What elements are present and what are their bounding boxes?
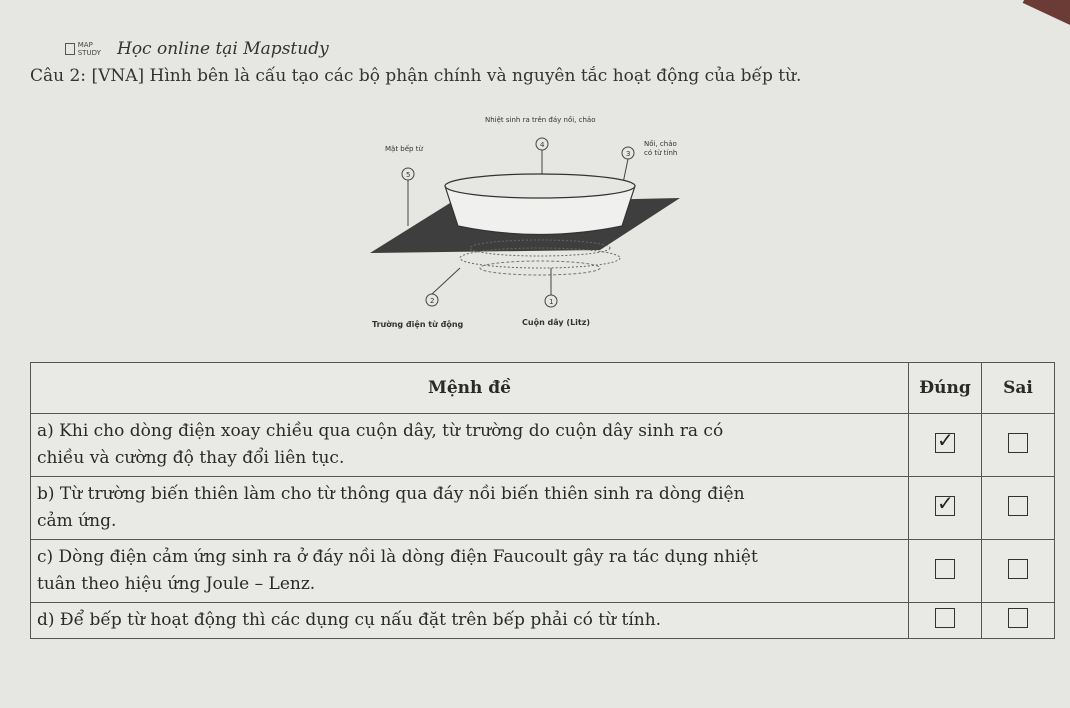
caption-coil: Cuộn dây (Litz) xyxy=(522,318,591,327)
svg-text:4: 4 xyxy=(540,141,545,149)
label-pot: Nồi, chảo xyxy=(644,140,677,148)
site-title: Học online tại Mapstudy xyxy=(117,39,329,59)
header-false: Sai xyxy=(982,363,1055,414)
checkbox-d-false[interactable] xyxy=(1008,608,1028,628)
header xyxy=(65,38,329,60)
statement-b xyxy=(31,477,909,540)
table-header-row xyxy=(31,363,1055,414)
table-row xyxy=(31,477,1055,540)
question-text: Câu 2: [VNA] Hình bên là cấu tạo các bộ phận chính và nguyên tắc hoạt động của bếp từ. xyxy=(30,66,802,86)
callout-5 xyxy=(402,168,414,226)
statement-c-line1: c) Dòng điện cảm ứng sinh ra ở đáy nồi là dòng điện Faucoult gây ra tác dụng nhiệt xyxy=(37,547,758,567)
callout-2 xyxy=(426,268,460,306)
statement-c-line2: tuân theo hiệu ứng Joule – Lenz. xyxy=(37,574,316,594)
logo-text: MAP STUDY xyxy=(77,41,101,57)
table-row xyxy=(31,540,1055,603)
label-heat: Nhiệt sinh ra trên đáy nồi, chảo xyxy=(485,116,596,124)
checkbox-a-true[interactable] xyxy=(935,433,955,453)
statement-a-line1: a) Khi cho dòng điện xoay chiều qua cuộn dây, từ trường do cuộn dây sinh ra có xyxy=(37,421,724,441)
corner-decoration xyxy=(1023,0,1070,32)
label-pot2: có từ tính xyxy=(644,149,678,157)
table-row xyxy=(31,603,1055,639)
checkbox-c-false[interactable] xyxy=(1008,559,1028,579)
caption-field: Trường điện từ động xyxy=(372,320,464,329)
checkbox-b-false[interactable] xyxy=(1008,496,1028,516)
checkbox-c-true[interactable] xyxy=(935,559,955,579)
svg-text:2: 2 xyxy=(430,297,435,305)
checkbox-b-true[interactable] xyxy=(935,496,955,516)
svg-text:3: 3 xyxy=(626,150,631,158)
table-row xyxy=(31,414,1055,477)
statement-a-line2: chiều và cường độ thay đổi liên tục. xyxy=(37,448,345,468)
statement-b-line1: b) Từ trường biến thiên làm cho từ thông qua đáy nồi biến thiên sinh ra dòng điện xyxy=(37,484,745,504)
statement-d: d) Để bếp từ hoạt động thì các dụng cụ nấu đặt trên bếp phải có từ tính. xyxy=(31,603,909,639)
logo-icon xyxy=(65,43,75,55)
statement-b-line2: cảm ứng. xyxy=(37,511,117,531)
checkbox-d-true[interactable] xyxy=(935,608,955,628)
statement-a xyxy=(31,414,909,477)
statement-table xyxy=(30,362,1055,639)
mapstudy-logo xyxy=(65,38,109,60)
pot-rim xyxy=(445,174,635,198)
header-true: Đúng xyxy=(909,363,982,414)
induction-cooker-diagram xyxy=(360,108,700,340)
checkbox-a-false[interactable] xyxy=(1008,433,1028,453)
callout-1 xyxy=(545,268,557,307)
svg-text:1: 1 xyxy=(549,298,554,306)
statement-c xyxy=(31,540,909,603)
header-statement: Mệnh đề xyxy=(31,363,909,414)
diagram-svg xyxy=(360,108,700,340)
label-stove: Mặt bếp từ xyxy=(385,145,423,153)
svg-text:5: 5 xyxy=(406,171,411,179)
